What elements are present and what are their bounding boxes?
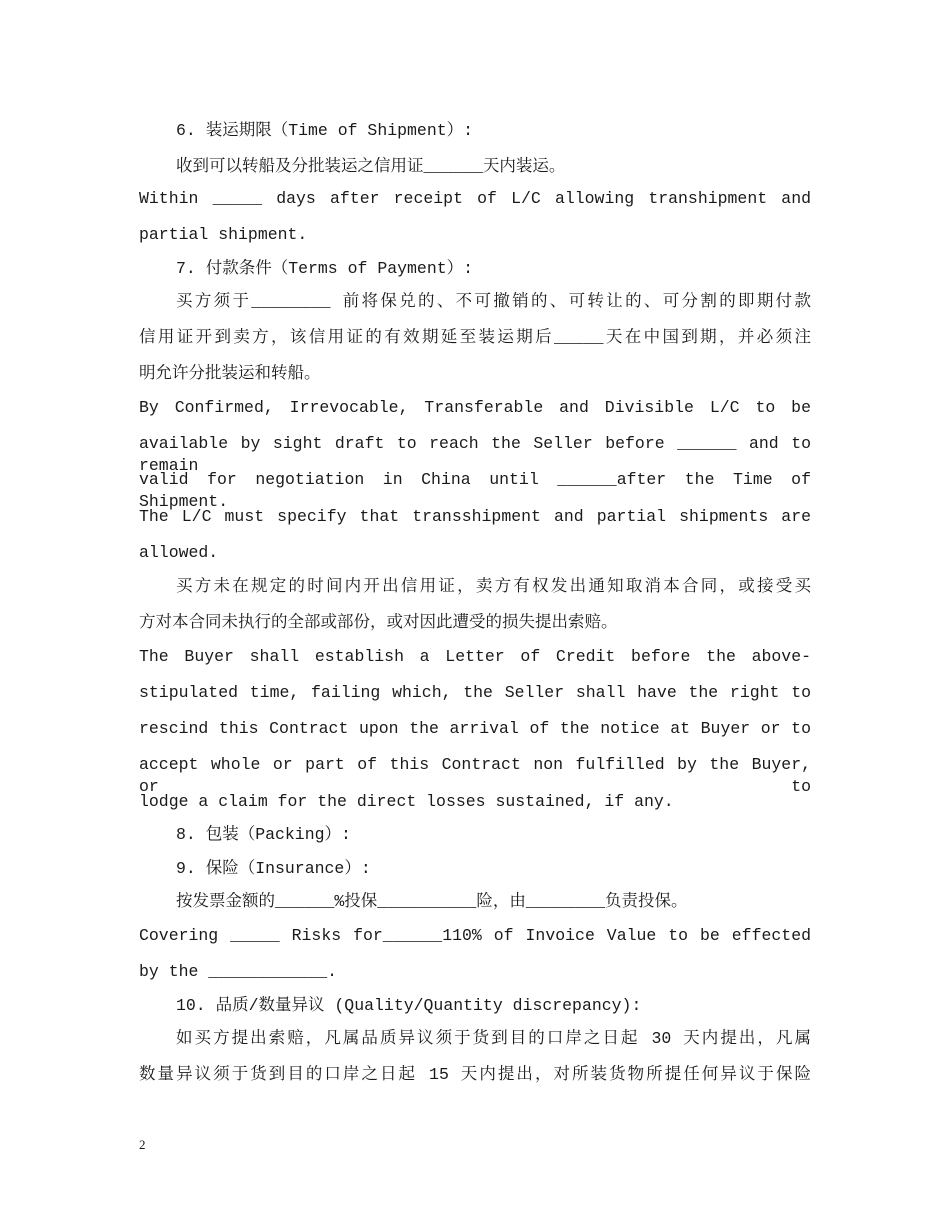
section-7-text-cn-line2: 信用证开到卖方，该信用证的有效期延至装运期后_____天在中国到期，并必须注 bbox=[139, 328, 811, 347]
section-7-clause-en-line2: stipulated time, failing which, the Seller shall have the right to bbox=[139, 683, 811, 702]
section-7-text-cn-line1: 买方须于________ 前将保兑的、不可撤销的、可转让的、可分割的即期付款 bbox=[176, 292, 811, 311]
section-7-clause-cn-line2: 方对本合同未执行的全部或部份，或对因此遭受的损失提出索赔。 bbox=[139, 613, 618, 632]
section-7-text-en-line5: allowed. bbox=[139, 543, 219, 562]
section-7-heading: 7. 付款条件（Terms of Payment）: bbox=[176, 259, 474, 278]
section-9-text-cn: 按发票金额的______%投保__________险，由________负责投保。 bbox=[176, 892, 688, 911]
section-7-clause-en-line3: rescind this Contract upon the arrival of the notice at Buyer or to bbox=[139, 719, 811, 738]
page-number: 2 bbox=[139, 1137, 146, 1152]
section-7-clause-cn-line1: 买方未在规定的时间内开出信用证，卖方有权发出通知取消本合同，或接受买 bbox=[176, 577, 811, 596]
section-6-text-cn: 收到可以转船及分批装运之信用证______天内装运。 bbox=[176, 157, 566, 176]
section-9-text-en-line2: by the ____________. bbox=[139, 962, 338, 981]
section-10-heading: 10. 品质/数量异议 (Quality/Quantity discrepancy): bbox=[176, 996, 642, 1015]
section-7-text-cn-line3: 明允许分批装运和转船。 bbox=[139, 364, 321, 383]
section-10-text-cn-line2: 数量异议须于货到目的口岸之日起 15 天内提出，对所装货物所提任何异议于保险 bbox=[139, 1065, 811, 1084]
section-6-heading: 6. 装运期限（Time of Shipment）: bbox=[176, 121, 474, 140]
section-7-clause-en-line4: accept whole or part of this Contract non fulfilled by the Buyer, or to bbox=[139, 755, 811, 796]
section-7-text-en-line3: valid for negotiation in China until ______after the Time of Shipment. bbox=[139, 470, 811, 511]
section-7-text-en-line4: The L/C must specify that transshipment and partial shipments are bbox=[139, 507, 811, 526]
section-7-clause-en-line5: lodge a claim for the direct losses sustained, if any. bbox=[139, 792, 674, 811]
section-6-text-en-line2: partial shipment. bbox=[139, 225, 308, 244]
section-7-text-en-line2: available by sight draft to reach the Seller before ______ and to remain bbox=[139, 434, 811, 475]
section-8-heading: 8. 包装（Packing）: bbox=[176, 825, 351, 844]
section-10-text-cn-line1: 如买方提出索赔，凡属品质异议须于货到目的口岸之日起 30 天内提出，凡属 bbox=[176, 1029, 811, 1048]
section-6-text-en-line1: Within _____ days after receipt of L/C allowing transhipment and bbox=[139, 189, 811, 208]
section-9-heading: 9. 保险（Insurance）: bbox=[176, 859, 371, 878]
section-7-clause-en-line1: The Buyer shall establish a Letter of Credit before the above- bbox=[139, 647, 811, 666]
section-9-text-en-line1: Covering _____ Risks for______110% of Invoice Value to be effected bbox=[139, 926, 811, 945]
section-7-text-en-line1: By Confirmed, Irrevocable, Transferable and Divisible L/C to be bbox=[139, 398, 811, 417]
